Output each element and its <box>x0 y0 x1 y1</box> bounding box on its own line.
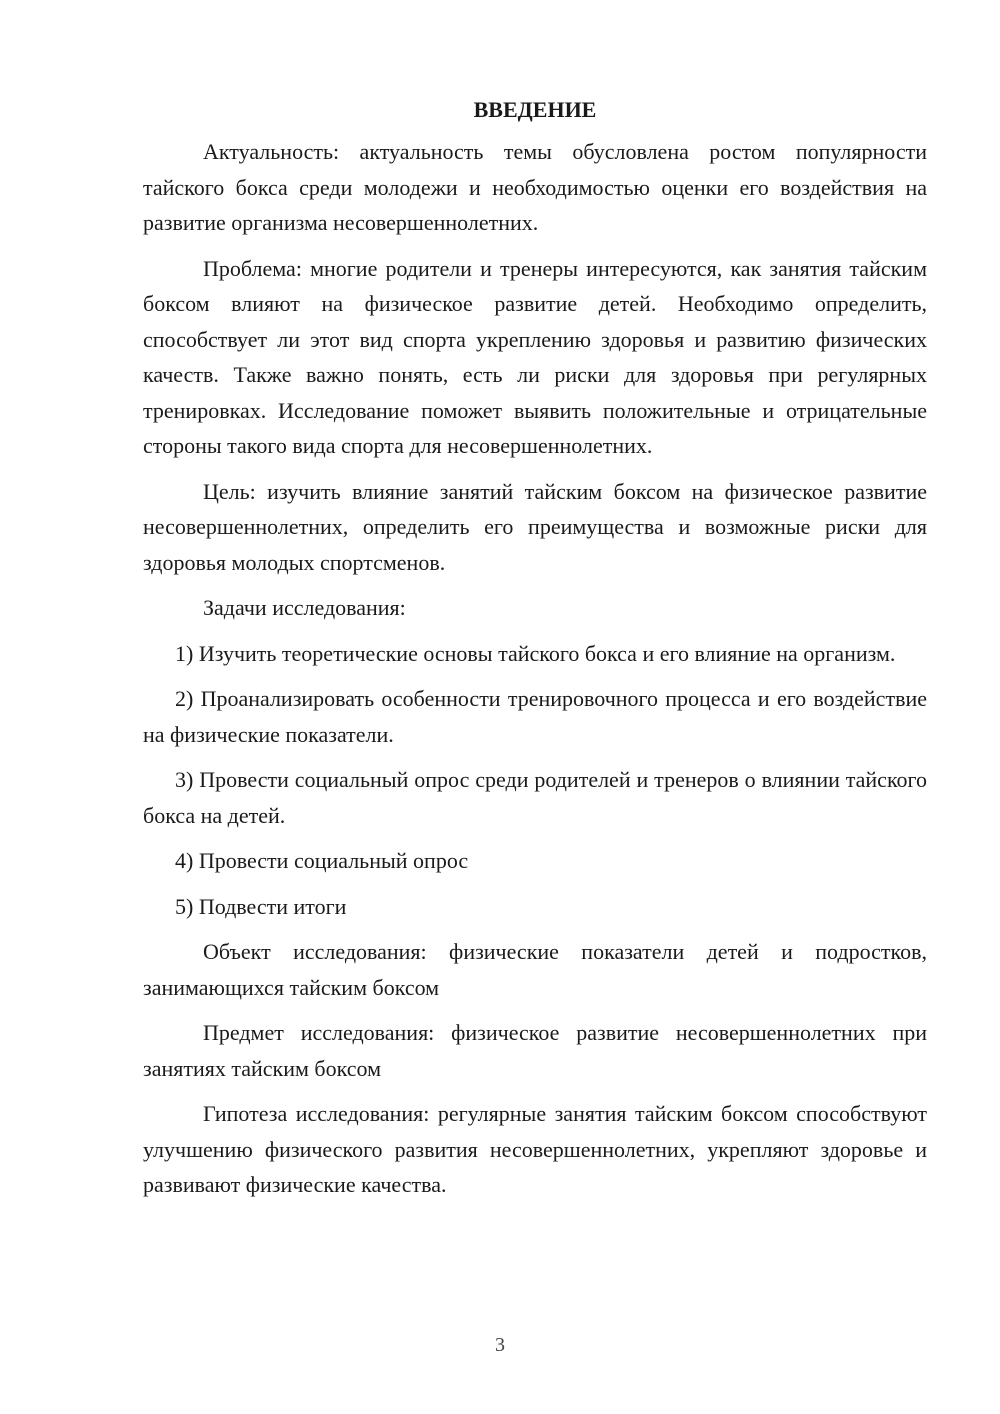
task-item-4: 4) Провести социальный опрос <box>175 848 469 873</box>
paragraph-object: Объект исследования: физические показатели детей и подростков, занимающихся тайским боксом <box>143 939 927 1000</box>
page-content <box>143 92 927 1203</box>
paragraph-relevance: Актуальность: актуальность темы обусловлена ростом популярности тайского бокса среди молодежи и необходимостью оценки его воздействия на развитие организма несовершеннолетних. <box>143 139 927 235</box>
paragraph-tasks-title: Задачи исследования: <box>203 595 406 620</box>
task-item-3: 3) Провести социальный опрос среди родителей и тренеров о влиянии тайского бокса на детей. <box>143 767 927 828</box>
task-item-1: 1) Изучить теоретические основы тайского бокса и его влияние на организм. <box>175 640 896 666</box>
paragraph-problem: Проблема: многие родители и тренеры интересуются, как занятия тайским боксом влияют на физическое развитие детей. Необходимо определить, способствует ли этот вид спорта укреплению здоровья и развитию физических качеств. Также важно понять, есть ли риски для здоровья при регулярных тренировках. Исследование поможет выявить положительные и отрицательные стороны такого вида спорта для несовершеннолетних. <box>143 255 927 458</box>
page-number: 3 <box>495 1334 505 1356</box>
task-item-5: 5) Подвести итоги <box>175 893 347 919</box>
section-heading: ВВЕДЕНИЕ <box>473 97 597 122</box>
task-item-2: 2) Проанализировать особенности тренировочного процесса и его воздействие на физические показатели. <box>143 686 927 747</box>
paragraph-subject: Предмет исследования: физическое развитие несовершеннолетних при занятиях тайским боксом <box>143 1020 927 1081</box>
paragraph-hypothesis: Гипотеза исследования: регулярные занятия тайским боксом способствуют улучшению физического развития несовершеннолетних, укрепляют здоровье и развивают физические качества. <box>143 1101 927 1197</box>
paragraph-goal: Цель: изучить влияние занятий тайским боксом на физическое развитие несовершеннолетних, определить его преимущества и возможные риски для здоровья молодых спортсменов. <box>143 478 927 575</box>
